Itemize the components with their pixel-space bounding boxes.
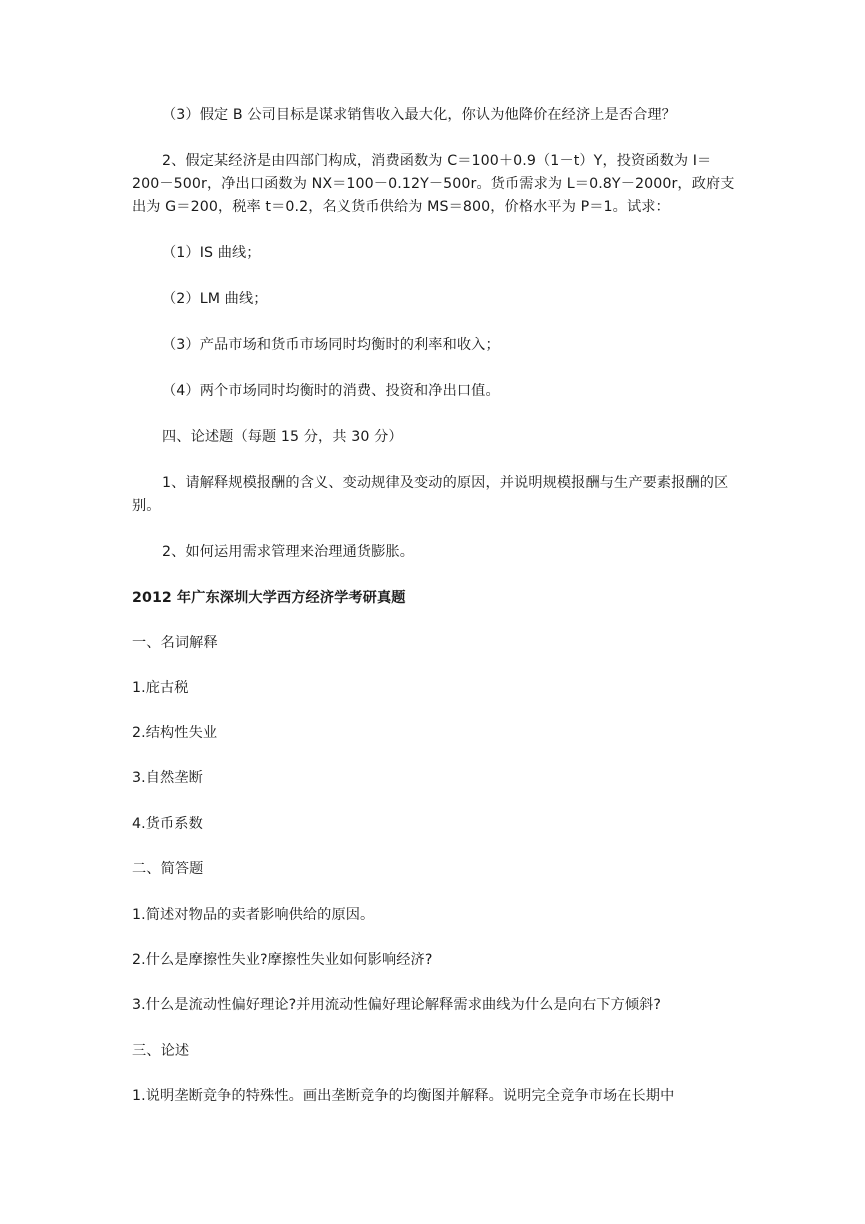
essay-question-returns-to-scale: 1、请解释规模报酬的含义、变动规律及变动的原因，并说明规模报酬与生产要素报酬的区别。 (132, 475, 729, 514)
section-essay-questions: 四、论述题（每题 15 分，共 30 分） (162, 429, 403, 445)
essay-monopolistic-competition: 1.说明垄断竞争的特殊性。画出垄断竞争的均衡图并解释。说明完全竞争市场在长期中 (132, 1088, 675, 1104)
essay-question-inflation: 2、如何运用需求管理来治理通货膨胀。 (162, 544, 415, 560)
subquestion-equilibrium-rate-income: （3）产品市场和货币市场同时均衡时的利率和收入； (162, 337, 500, 353)
section-term-definitions: 一、名词解释 (132, 635, 218, 651)
term-pigou-tax: 1.庇古税 (132, 680, 189, 696)
subquestion-lm-curve: （2）LM 曲线； (162, 291, 268, 307)
short-answer-liquidity-preference: 3.什么是流动性偏好理论?并用流动性偏好理论解释需求曲线为什么是向右下方倾斜? (132, 997, 662, 1013)
short-answer-supply-factors: 1.简述对物品的卖者影响供给的原因。 (132, 907, 375, 923)
question-3-b-company: （3）假定 B 公司目标是谋求销售收入最大化，你认为他降价在经济上是否合理？ (162, 107, 676, 123)
question-2-four-sector-economy: 2、假定某经济是由四部门构成，消费函数为 C＝100＋0.9（1－t）Y，投资函数为 I＝200－500r，净出口函数为 NX＝100－0.12Y－500r。货币需求为 L＝0.8Y－2000r，政府支出为 G＝200，税率 t＝0.2，名义货币供给为 MS＝800，价格水平为 P＝1。试求： (132, 153, 735, 215)
subquestion-consumption-investment: （4）两个市场同时均衡时的消费、投资和净出口值。 (162, 383, 500, 399)
term-natural-monopoly: 3.自然垄断 (132, 770, 203, 786)
exam-title-2012: 2012 年广东深圳大学西方经济学考研真题 (132, 590, 406, 606)
subquestion-is-curve: （1）IS 曲线； (162, 245, 261, 261)
term-structural-unemployment: 2.结构性失业 (132, 725, 218, 741)
section-essay: 三、论述 (132, 1043, 190, 1059)
section-short-answer: 二、简答题 (132, 861, 204, 877)
short-answer-frictional-unemployment: 2.什么是摩擦性失业?摩擦性失业如何影响经济? (132, 952, 433, 968)
term-money-multiplier: 4.货币系数 (132, 816, 203, 832)
